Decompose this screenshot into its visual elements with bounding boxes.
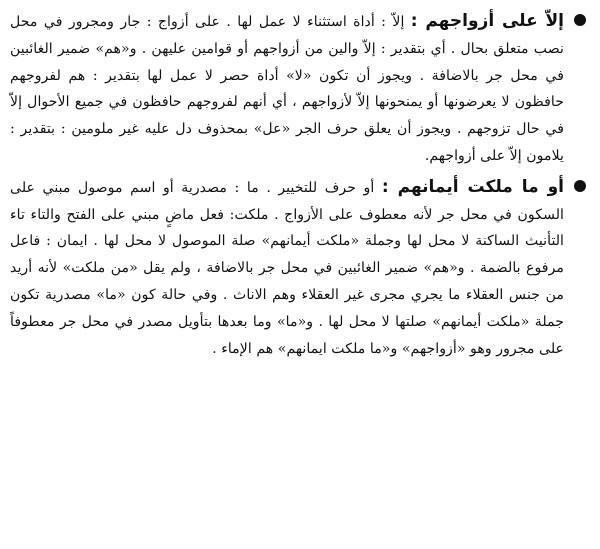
paragraph — [10, 8, 564, 170]
section-body: أو حرف للتخيير . ما : مصدرية أو اسم موصول مبني على السكون في محل جر لأنه معطوف على الأزواج . ملكت: فعل ماضٍ مبني على الفتح والتاء تاء التأنيث الساكنة لا محل لها وجملة «ملكت أيمانهم» صلة الموصول لا محل لها . ايمان : فاعل مرفوع بالضمة . و«هم» ضمير الغائبين في محل جر بالاضافة ، ولم يقل «من ملكت» لأنه أريد من جنس العقلاء ما يجري مجرى غير العقلاء وهم الاناث . وفي حالة كون «ما» مصدرية تكون جملة «ملكت أيمانهم» صلتها لا محل لها . و«ما» وما بعدها بتأويل مصدر في محل جر معطوفاً على مجرور وهو «أزواجهم» و«ما ملكت ايمانهم» هم الإماء . — [10, 179, 564, 357]
bullet-icon — [574, 14, 586, 26]
section-heading: أو ما ملكت أيمانهم : — [381, 176, 564, 197]
bullet-icon — [574, 180, 586, 192]
section-illa-ala-azwajihim — [10, 8, 586, 170]
section-body: إلاّ : أداة استثناء لا عمل لها . على أزواج : جار ومجرور في محل نصب متعلق بحال . أي بتقدير : إلاّ والين من أزواجهم أو قوامين عليهن . و«هم» ضمير الغائبين في محل جر بالاضافة . ويجوز أن تكون «لا» أداة حصر لا عمل لها بتقدير : هم لفروجهم حافظون لا يعرضونها أو يمنحونها إلاّ لأزواجهم ، أي أنهم لفروجهم حافظون في جميع الأحوال إلاّ في حال تزوجهم . ويجوز أن يعلق حرف الجر «عل» بمحذوف دل عليه غير ملومين : بتقدير : يلامون إلاّ على أزواجهم. — [10, 14, 564, 164]
section-aw-ma-malakat-aymanuhum — [10, 174, 586, 363]
paragraph — [10, 174, 564, 363]
section-heading: إلاّ على أزواجهم : — [410, 11, 564, 31]
